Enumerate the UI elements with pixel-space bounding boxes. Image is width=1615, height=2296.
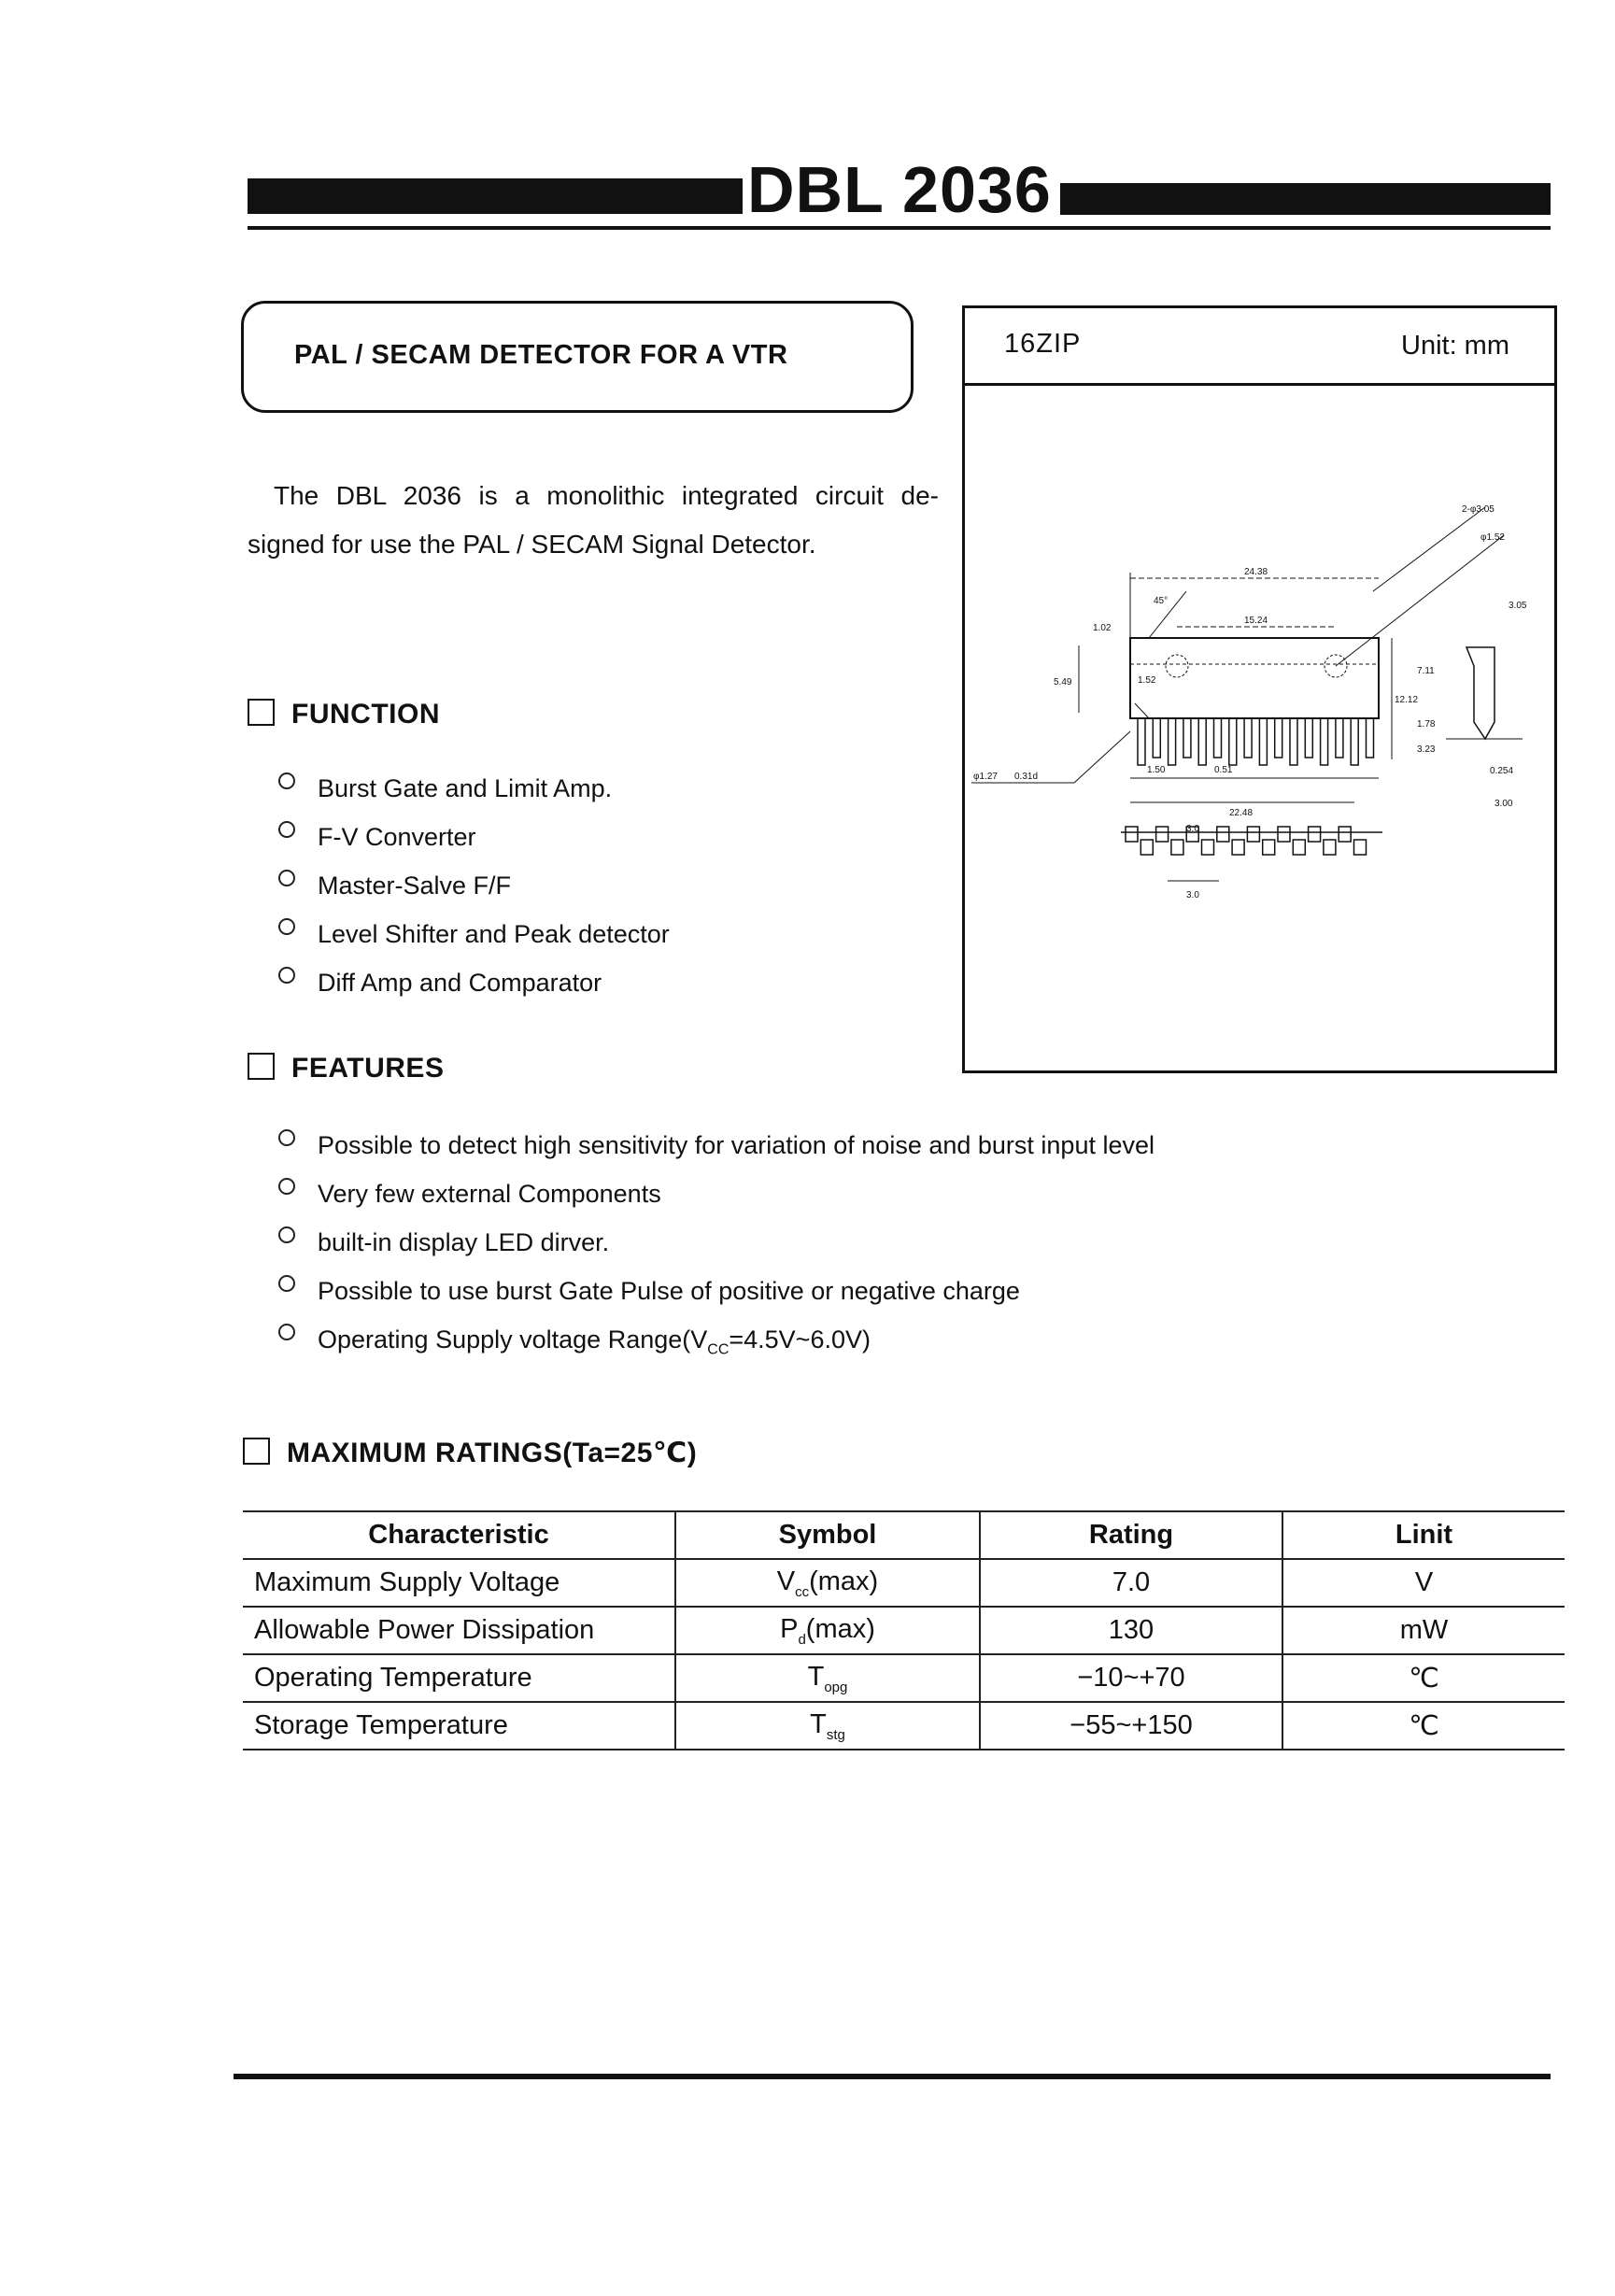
checkbox-square-icon — [248, 1053, 275, 1080]
list-item: Burst Gate and Limit Amp. — [278, 764, 670, 813]
svg-text:2-φ3.05: 2-φ3.05 — [1462, 504, 1495, 515]
ic-lead — [1305, 718, 1312, 758]
lead-cross-section — [1126, 827, 1138, 842]
lead-bottom-view — [1121, 827, 1382, 855]
features-heading — [248, 1053, 444, 1084]
svg-text:1.50: 1.50 — [1147, 765, 1166, 775]
mounting-hole-icon — [1166, 655, 1188, 677]
circle-bullet-icon — [278, 870, 295, 886]
unit-cell: V — [1282, 1559, 1565, 1607]
description-line-1: The DBL 2036 is a monolithic integrated circuit de- — [274, 481, 939, 510]
ic-lead — [1290, 718, 1297, 765]
svg-text:1.78: 1.78 — [1417, 719, 1436, 730]
circle-bullet-icon — [278, 967, 295, 984]
ic-lead — [1214, 718, 1222, 758]
ratings-title: MAXIMUM RATINGS(Ta=25℃) — [287, 1438, 698, 1468]
symbol-cell: $P_d(\max)$ — [675, 1607, 980, 1654]
ic-lead — [1275, 718, 1282, 758]
svg-text:7.11: 7.11 — [1417, 666, 1435, 676]
circle-bullet-icon — [278, 1324, 295, 1340]
svg-text:3.0: 3.0 — [1186, 890, 1199, 900]
lead-cross-section — [1202, 840, 1214, 855]
list-item: built-in display LED dirver. — [278, 1218, 1155, 1267]
header-bar-left — [248, 178, 743, 214]
svg-text:0.254: 0.254 — [1490, 766, 1514, 776]
ic-lead — [1367, 718, 1374, 758]
list-item: Very few external Components — [278, 1169, 1155, 1218]
column-header: Linit — [1282, 1511, 1565, 1559]
list-item: Diff Amp and Comparator — [278, 958, 670, 1007]
svg-text:0.51: 0.51 — [1214, 765, 1233, 775]
side-view-outline — [1466, 647, 1495, 739]
ic-lead — [1153, 718, 1160, 758]
table-row — [243, 1702, 1565, 1750]
svg-text:1.52: 1.52 — [1138, 675, 1156, 686]
ic-lead — [1138, 718, 1145, 765]
header-rule — [248, 226, 1551, 230]
characteristic-cell: Storage Temperature — [243, 1702, 675, 1750]
characteristic-cell: Allowable Power Dissipation — [243, 1607, 675, 1654]
rating-cell: 7.0 — [980, 1559, 1282, 1607]
svg-text:1.02: 1.02 — [1093, 623, 1112, 633]
checkbox-square-icon — [243, 1438, 270, 1465]
svg-text:12.12: 12.12 — [1395, 695, 1419, 705]
ic-leads — [1138, 718, 1374, 765]
maximum-ratings-table — [243, 1510, 1565, 1750]
rating-cell: −55~+150 — [980, 1702, 1282, 1750]
ic-body-outline — [1130, 638, 1379, 718]
svg-text:3.23: 3.23 — [1417, 744, 1436, 755]
circle-bullet-icon — [278, 1178, 295, 1195]
svg-text:0.31d: 0.31d — [1014, 772, 1039, 782]
list-item: Possible to detect high sensitivity for variation of noise and burst input level — [278, 1121, 1155, 1169]
lead-cross-section — [1247, 827, 1259, 842]
unit-cell: mW — [1282, 1607, 1565, 1654]
table-header-row — [243, 1511, 1565, 1559]
column-header: Characteristic — [243, 1511, 675, 1559]
characteristic-cell: Maximum Supply Voltage — [243, 1559, 675, 1607]
table-row — [243, 1559, 1565, 1607]
circle-bullet-icon — [278, 918, 295, 935]
ic-lead — [1169, 718, 1176, 765]
lead-cross-section — [1293, 840, 1305, 855]
svg-text:3.00: 3.00 — [1495, 799, 1513, 809]
lead-cross-section — [1278, 827, 1290, 842]
column-header: Rating — [980, 1511, 1282, 1559]
lead-cross-section — [1354, 840, 1367, 855]
circle-bullet-icon — [278, 772, 295, 789]
function-heading — [248, 699, 440, 730]
unit-cell: ℃ — [1282, 1702, 1565, 1750]
circle-bullet-icon — [278, 821, 295, 838]
part-number-title: DBL 2036 — [747, 153, 1052, 226]
circle-bullet-icon — [278, 1129, 295, 1146]
svg-text:22.48: 22.48 — [1229, 808, 1254, 818]
description-line-2: signed for use the PAL / SECAM Signal Detector. — [248, 530, 816, 559]
ratings-heading — [243, 1437, 697, 1469]
footer-rule — [234, 2074, 1551, 2079]
function-list — [278, 764, 670, 1007]
characteristic-cell: Operating Temperature — [243, 1654, 675, 1702]
ic-lead — [1351, 718, 1358, 765]
lead-cross-section — [1140, 840, 1153, 855]
ic-lead — [1336, 718, 1343, 758]
symbol-cell: $V_{cc}(\max)$ — [675, 1559, 980, 1607]
ic-lead — [1321, 718, 1328, 765]
svg-text:15.24: 15.24 — [1244, 616, 1268, 626]
circle-bullet-icon — [278, 1226, 295, 1243]
svg-text:φ1.27: φ1.27 — [973, 772, 998, 782]
rating-cell: 130 — [980, 1607, 1282, 1654]
checkbox-square-icon — [248, 699, 275, 726]
ic-lead — [1244, 718, 1252, 758]
lead-cross-section — [1217, 827, 1229, 842]
svg-text:φ1.52: φ1.52 — [1480, 532, 1505, 543]
lead-cross-section — [1324, 840, 1336, 855]
header-bar-right — [1060, 183, 1551, 215]
svg-text:5.49: 5.49 — [1054, 677, 1072, 687]
list-item: Operating Supply voltage $Range(V_{CC}=4.5V\sim 6.0V)$ — [278, 1315, 1155, 1374]
package-unit: Unit: mm — [1401, 331, 1509, 361]
description — [248, 472, 939, 569]
lead-cross-section — [1339, 827, 1351, 842]
subtitle: PAL / SECAM DETECTOR FOR A VTR — [294, 340, 788, 370]
lead-cross-section — [1263, 840, 1275, 855]
list-item: Master-Salve F/F — [278, 861, 670, 910]
ic-lead — [1198, 718, 1206, 765]
ic-lead — [1259, 718, 1267, 765]
table-row — [243, 1607, 1565, 1654]
lead-cross-section — [1156, 827, 1169, 842]
rating-cell: −10~+70 — [980, 1654, 1282, 1702]
lead-cross-section — [1232, 840, 1244, 855]
lead-cross-section — [1171, 840, 1183, 855]
unit-cell: ℃ — [1282, 1654, 1565, 1702]
ic-lead — [1229, 718, 1237, 765]
svg-text:45°: 45° — [1154, 596, 1169, 606]
svg-text:3.05: 3.05 — [1509, 601, 1527, 611]
ic-lead — [1183, 718, 1191, 758]
function-title: FUNCTION — [291, 699, 440, 730]
package-name: 16ZIP — [1004, 329, 1082, 359]
features-list — [278, 1121, 1155, 1374]
features-title: FEATURES — [291, 1053, 445, 1084]
lead-cross-section — [1309, 827, 1321, 842]
column-header: Symbol — [675, 1511, 980, 1559]
package-outline-diagram — [962, 386, 1557, 909]
svg-text:24.38: 24.38 — [1244, 567, 1268, 577]
symbol-cell: $T_{opg}$ — [675, 1654, 980, 1702]
symbol-cell: $T_{stg}$ — [675, 1702, 980, 1750]
list-item: Level Shifter and Peak detector — [278, 910, 670, 958]
svg-text:3.0: 3.0 — [1186, 824, 1199, 834]
list-item: F-V Converter — [278, 813, 670, 861]
table-row — [243, 1654, 1565, 1702]
list-item: Possible to use burst Gate Pulse of positive or negative charge — [278, 1267, 1155, 1315]
circle-bullet-icon — [278, 1275, 295, 1292]
